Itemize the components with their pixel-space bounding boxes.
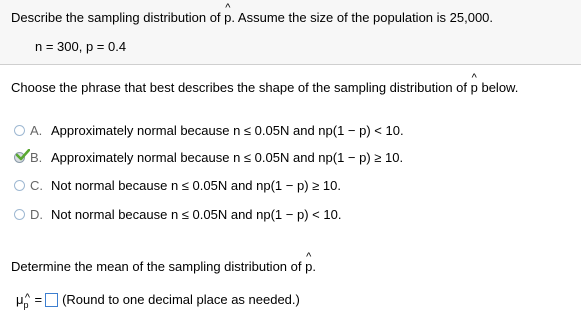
part1-prompt-text: Choose the phrase that best describes the shape of the sampling distribution of (11, 80, 471, 95)
option-b-radio[interactable] (14, 152, 25, 163)
option-c-radio[interactable] (14, 180, 25, 191)
option-b-letter: B. (30, 149, 43, 165)
part1-prompt-tail: below. (477, 80, 519, 95)
option-d[interactable] (14, 205, 341, 223)
checkmark-icon (16, 149, 30, 161)
question-prompt (11, 10, 493, 25)
option-a-radio[interactable] (14, 125, 25, 136)
question-prompt-tail: . Assume the size of the population is 25,000. (231, 10, 494, 25)
option-c-letter: C. (30, 177, 43, 193)
option-c-text: Not normal because n ≤ 0.05N and np(1 − p) ≥ 10. (51, 177, 341, 193)
option-b[interactable] (14, 148, 403, 166)
given-values: n = 300, p = 0.4 (35, 39, 127, 54)
part1-prompt (11, 80, 518, 95)
p-hat-symbol: ^ p (224, 10, 231, 25)
option-a-letter: A. (30, 122, 43, 138)
part2-prompt (11, 259, 316, 274)
p-hat-symbol: ^ p (471, 80, 478, 95)
option-a[interactable] (14, 121, 404, 139)
equals-sign: = (34, 292, 43, 307)
question-prompt-text: Describe the sampling distribution of (11, 10, 225, 25)
option-d-letter: D. (30, 206, 43, 222)
option-b-text: Approximately normal because n ≤ 0.05N and np(1 − p) ≥ 10. (51, 149, 404, 165)
part2-prompt-tail: . (312, 259, 316, 274)
mean-answer-row (16, 292, 300, 310)
option-a-text: Approximately normal because n ≤ 0.05N and np(1 − p) < 10. (51, 122, 404, 138)
rounding-hint: (Round to one decimal place as needed.) (62, 292, 300, 307)
option-d-text: Not normal because n ≤ 0.05N and np(1 − p) < 10. (51, 206, 342, 222)
option-d-radio[interactable] (14, 209, 25, 220)
divider (0, 64, 581, 65)
p-hat-symbol: ^ p (305, 259, 312, 274)
mu-p-hat-symbol: μ^ p (16, 292, 32, 307)
mean-answer-input[interactable] (45, 293, 58, 307)
part2-prompt-text: Determine the mean of the sampling distribution of (11, 259, 306, 274)
option-c[interactable] (14, 176, 341, 194)
